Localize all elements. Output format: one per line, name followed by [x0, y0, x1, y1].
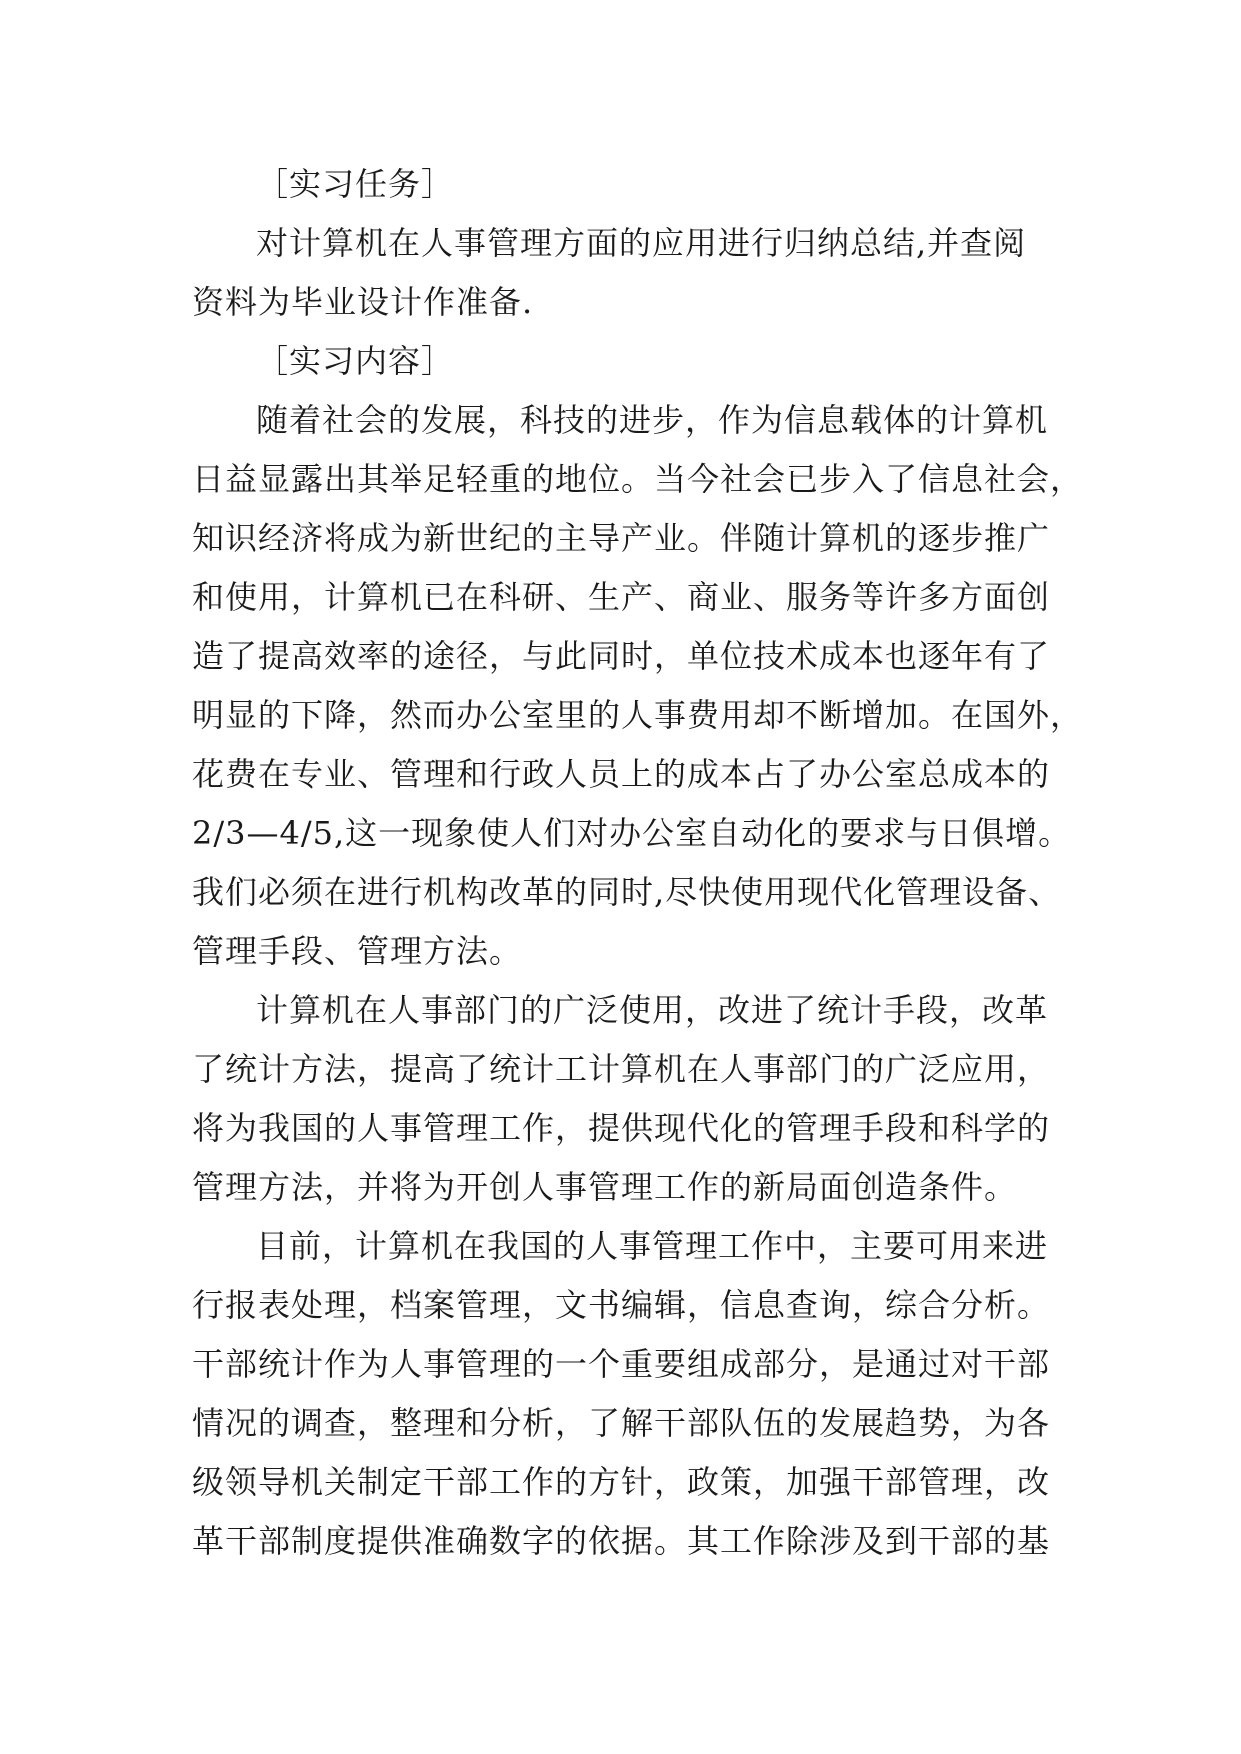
document-body — [192, 155, 1084, 1571]
section-heading-task: ［实习任务］ — [256, 165, 455, 203]
text-line: 资料为毕业设计作准备. — [192, 283, 534, 321]
text-line: 随着社会的发展，科技的进步，作为信息载体的计算机 — [256, 401, 1049, 439]
text-line: 级领导机关制定干部工作的方针，政策，加强干部管理，改 — [192, 1463, 1051, 1501]
text-line: 花费在专业、管理和行政人员上的成本占了办公室总成本的 — [192, 755, 1051, 793]
text-line: 我们必须在进行机构改革的同时,尽快使用现代化管理设备、 — [192, 873, 1062, 911]
text-line: 将为我国的人事管理工作，提供现代化的管理手段和科学的 — [192, 1109, 1051, 1147]
text-line: 明显的下降，然而办公室里的人事费用却不断增加。在国外， — [192, 696, 1084, 734]
text-line: 日益显露出其举足轻重的地位。当今社会已步入了信息社会， — [192, 460, 1084, 498]
text-line: 干部统计作为人事管理的一个重要组成部分，是通过对干部 — [192, 1345, 1051, 1383]
text-line: 知识经济将成为新世纪的主导产业。伴随计算机的逐步推广 — [192, 519, 1051, 557]
text-line: 造了提高效率的途径，与此同时，单位技术成本也逐年有了 — [192, 637, 1051, 675]
text-line: 情况的调查，整理和分析，了解干部队伍的发展趋势，为各 — [192, 1404, 1051, 1442]
text-line: 了统计方法，提高了统计工计算机在人事部门的广泛应用， — [192, 1050, 1051, 1088]
text-line: 和使用，计算机已在科研、生产、商业、服务等许多方面创 — [192, 578, 1051, 616]
text-line: 对计算机在人事管理方面的应用进行归纳总结,并查阅 — [256, 224, 1027, 262]
text-line: 管理手段、管理方法。 — [192, 932, 523, 970]
text-line: 革干部制度提供准确数字的依据。其工作除涉及到干部的基 — [192, 1522, 1051, 1560]
text-line: 管理方法，并将为开创人事管理工作的新局面创造条件。 — [192, 1168, 1018, 1206]
text-line: 目前，计算机在我国的人事管理工作中，主要可用来进 — [256, 1227, 1049, 1265]
section-heading-content: ［实习内容］ — [256, 342, 455, 380]
text-line: 计算机在人事部门的广泛使用，改进了统计手段，改革 — [256, 991, 1049, 1029]
text-line: 2/3—4/5,这一现象使人们对办公室自动化的要求与日俱增。 — [192, 814, 1072, 852]
text-line: 行报表处理，档案管理，文书编辑，信息查询，综合分析。 — [192, 1286, 1051, 1324]
